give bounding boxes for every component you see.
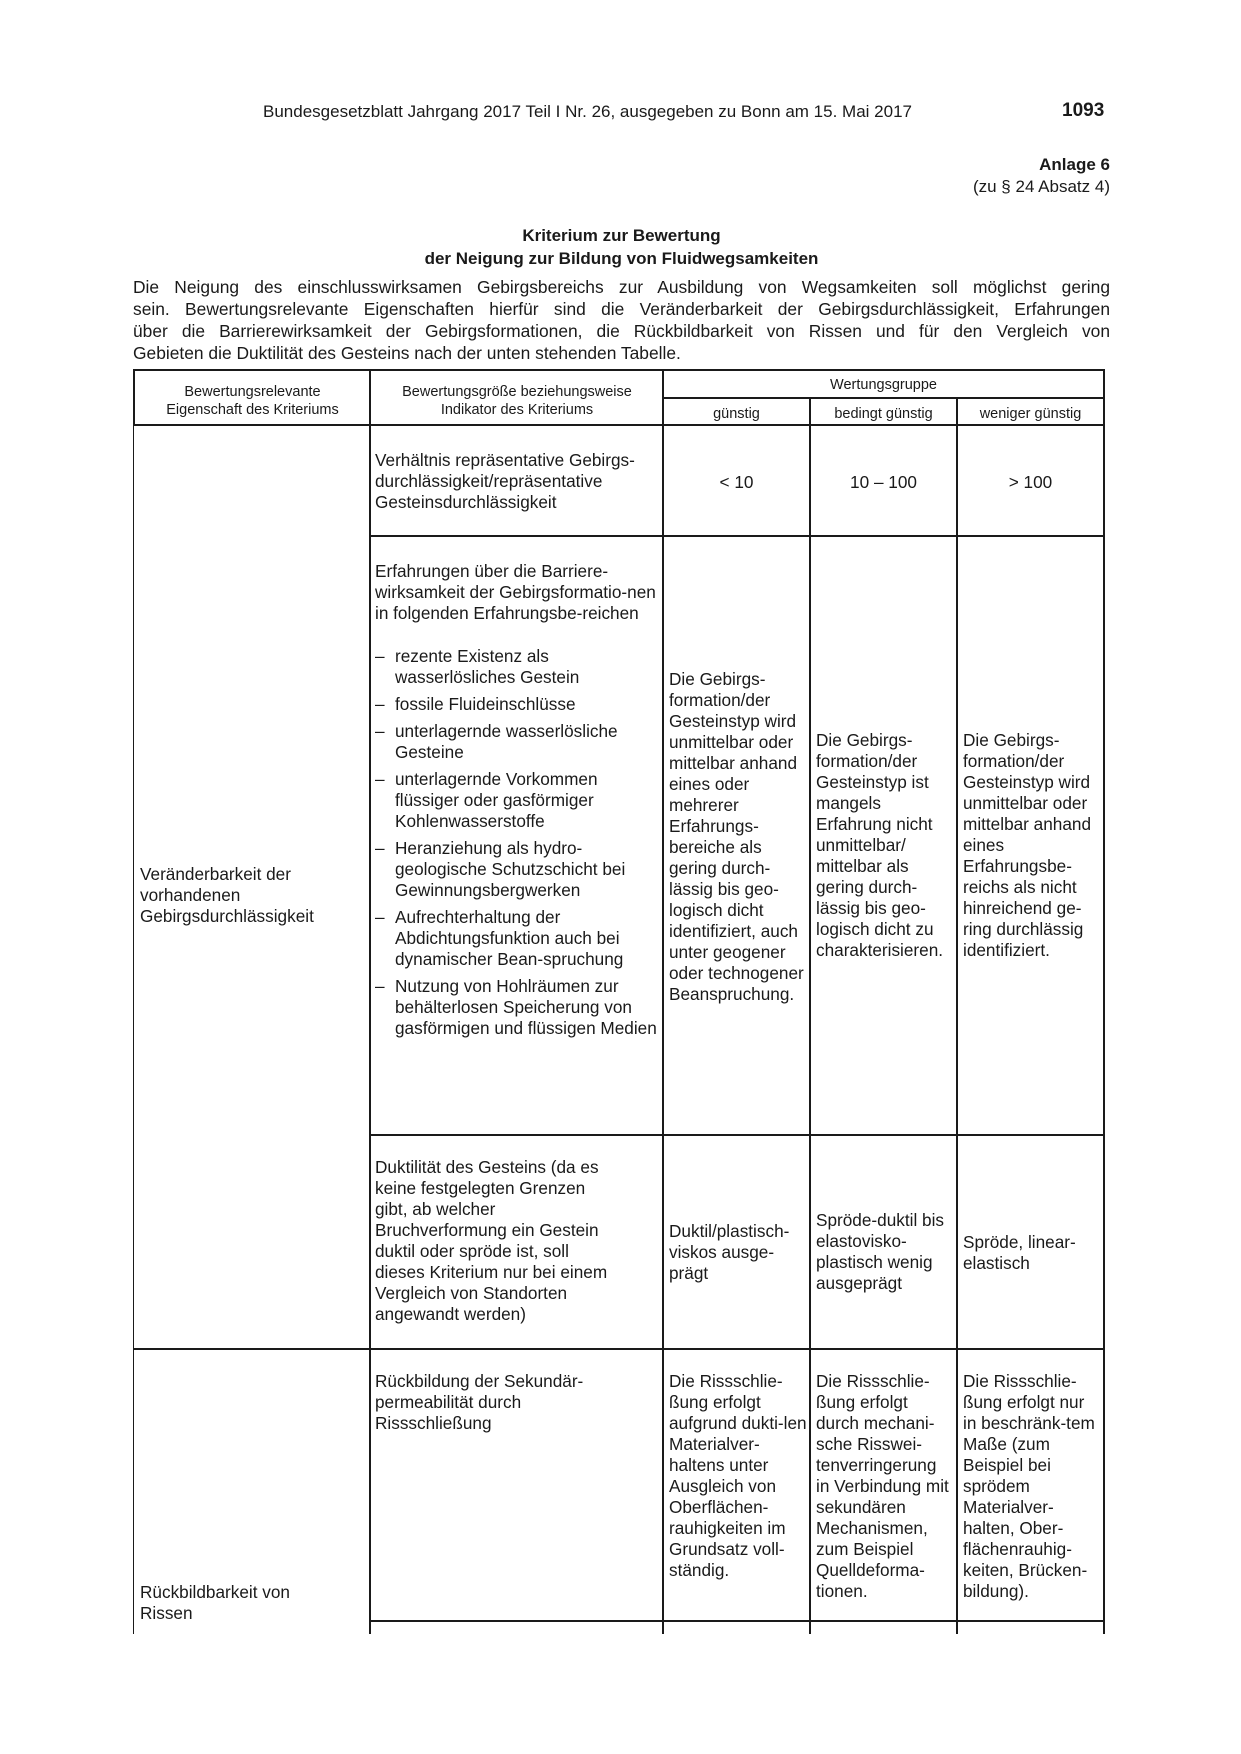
- value-ductility-conditional: Spröde-duktil bis elastovisko-plastisch wenig ausgeprägt: [816, 1210, 945, 1293]
- table-border: [133, 1348, 1105, 1350]
- value-crack-conditional: Die Rissschlie-ßung erfolgt durch mechani-sche Risswei-tenverringerung in Verbindung mit sekundären Mechanismen, zum Beispiel Quelldeforma-tionen.: [816, 1371, 949, 1601]
- list-item: – fossile Fluideinschlüsse: [375, 694, 576, 714]
- annex-reference: (zu § 24 Absatz 4): [972, 177, 1110, 196]
- running-header: Bundesgesetzblatt Jahrgang 2017 Teil I Nr. 26, ausgegeben zu Bonn am 15. Mai 2017: [263, 102, 912, 121]
- table-border: [662, 397, 1105, 399]
- intro-line: über die Barrierewirksamkeit der Gebirgsformationen, die Rückbildbarkeit von Rissen und für den Vergleich von: [133, 321, 1110, 341]
- annex-block: [973, 154, 1110, 198]
- list-item: – rezente Existenz als wasserlösliches Gestein: [375, 646, 580, 687]
- intro-line: sein. Bewertungsrelevante Eigenschaften hierfür sind die Veränderbarkeit der Gebirgsdurchlässigkeit, Erfahrungen: [133, 299, 1110, 319]
- list-item: – unterlagernde Vorkommen flüssiger oder gasförmiger Kohlenwasserstoffe: [375, 769, 598, 831]
- table-border: [956, 398, 958, 1634]
- value-ductility-less-favorable: Spröde, linear-elastisch: [963, 1232, 1076, 1273]
- annex-title: Anlage 6: [1039, 155, 1110, 174]
- value-ductility-favorable: Duktil/plastisch-viskos ausge-prägt: [669, 1221, 790, 1283]
- list-item: – Nutzung von Hohlräumen zur behälterlosen Speicherung von gasförmigen und flüssigen Medien: [375, 976, 657, 1038]
- value-experience-conditional: Die Gebirgs-formation/der Gesteinstyp ist mangels Erfahrung nicht unmittelbar/ mittelbar als gering durch-lässig bis geo-logisch dicht zu charakterisieren.: [816, 730, 944, 960]
- title-line-2: der Neigung zur Bildung von Fluidwegsamkeiten: [424, 249, 819, 268]
- property-permeability: Veränderbarkeit der vorhandenen Gebirgsdurchlässigkeit: [140, 864, 314, 926]
- header-indicator: Bewertungsgröße beziehungsweise Indikator des Kriteriums: [402, 384, 632, 418]
- document-title: [133, 224, 1110, 270]
- table-border: [809, 398, 811, 1634]
- value-experience-less-favorable: Die Gebirgs-formation/der Gesteinstyp wird unmittelbar oder mittelbar anhand eines Erfahrungsbe-reichs als nicht hinreichend ge-ring durchlässig identifiziert.: [963, 730, 1092, 960]
- header-conditional: bedingt günstig: [834, 406, 933, 422]
- intro-paragraph: [133, 276, 1110, 364]
- table-border: [662, 371, 664, 1634]
- experience-intro: Erfahrungen über die Barriere-wirksamkeit der Gebirgsformatio-nen in folgenden Erfahrungsbe-reichen: [375, 561, 656, 623]
- value-ratio-less-favorable: > 100: [1008, 472, 1053, 492]
- table-border: [133, 424, 134, 1634]
- table-border: [1103, 371, 1105, 1634]
- header-group: Wertungsgruppe: [830, 377, 937, 393]
- table-border: [133, 369, 1105, 371]
- value-crack-favorable: Die Rissschlie-ßung erfolgt aufgrund dukti-len Materialver-haltens unter Ausgleich von Oberflächen-rauhigkeiten im Grundsatz voll-ständig.: [669, 1371, 807, 1580]
- table-border: [369, 1134, 1105, 1136]
- value-ratio-favorable: < 10: [719, 472, 754, 492]
- header-less-favorable: weniger günstig: [979, 406, 1082, 422]
- table-border: [133, 371, 135, 424]
- list-item: – Heranziehung als hydro-geologische Schutzschicht bei Gewinnungsbergwerken: [375, 838, 626, 900]
- indicator-ductility: Duktilität des Gesteins (da es keine festgelegten Grenzen gibt, ab welcher Bruchverformung ein Gestein duktil oder spröde ist, soll dieses Kriterium nur bei einem Vergleich von Standorten angewandt werden): [375, 1157, 608, 1324]
- list-item: – unterlagernde wasserlösliche Gesteine: [375, 721, 618, 762]
- value-ratio-conditional: 10 – 100: [850, 472, 917, 492]
- header-favorable: günstig: [713, 406, 760, 422]
- experience-list: [375, 646, 657, 1039]
- table-border: [369, 371, 371, 1634]
- indicator-crack-closure: Rückbildung der Sekundär-permeabilität durch Rissschließung: [375, 1371, 584, 1433]
- indicator-ratio: Verhältnis repräsentative Gebirgs-durchlässigkeit/repräsentative Gesteinsdurchlässigkeit: [375, 450, 635, 512]
- value-experience-favorable: Die Gebirgs-formation/der Gesteinstyp wird unmittelbar oder mittelbar anhand eines oder mehrerer Erfahrungs-bereiche als gering durch-lässig bis geo-logisch dicht identifiziert, auch unter geogener oder technogener Beanspruchung.: [669, 669, 804, 1004]
- table-border: [133, 424, 1105, 426]
- intro-line: Gebieten die Duktilität des Gesteins nach der unten stehenden Tabelle.: [133, 343, 681, 363]
- header-property: Bewertungsrelevante Eigenschaft des Kriteriums: [166, 384, 339, 418]
- page-number: 1093: [1062, 100, 1105, 121]
- table-border: [369, 535, 1105, 537]
- title-line-1: Kriterium zur Bewertung: [522, 226, 721, 245]
- list-item: – Aufrechterhaltung der Abdichtungsfunktion auch bei dynamischer Bean-spruchung: [375, 907, 624, 969]
- table-border: [369, 1620, 1105, 1622]
- intro-line: Die Neigung des einschlusswirksamen Gebirgsbereichs zur Ausbildung von Wegsamkeiten soll möglichst gering: [133, 277, 1110, 297]
- property-crack-recovery: Rückbildbarkeit von Rissen: [140, 1582, 290, 1623]
- indicator-experience: [375, 561, 657, 1045]
- value-crack-less-favorable: Die Rissschlie-ßung erfolgt nur in beschränk-tem Maße (zum Beispiel bei sprödem Materialver-halten, Ober-flächenrauhig-keiten, Brücken-bildung).: [963, 1371, 1095, 1601]
